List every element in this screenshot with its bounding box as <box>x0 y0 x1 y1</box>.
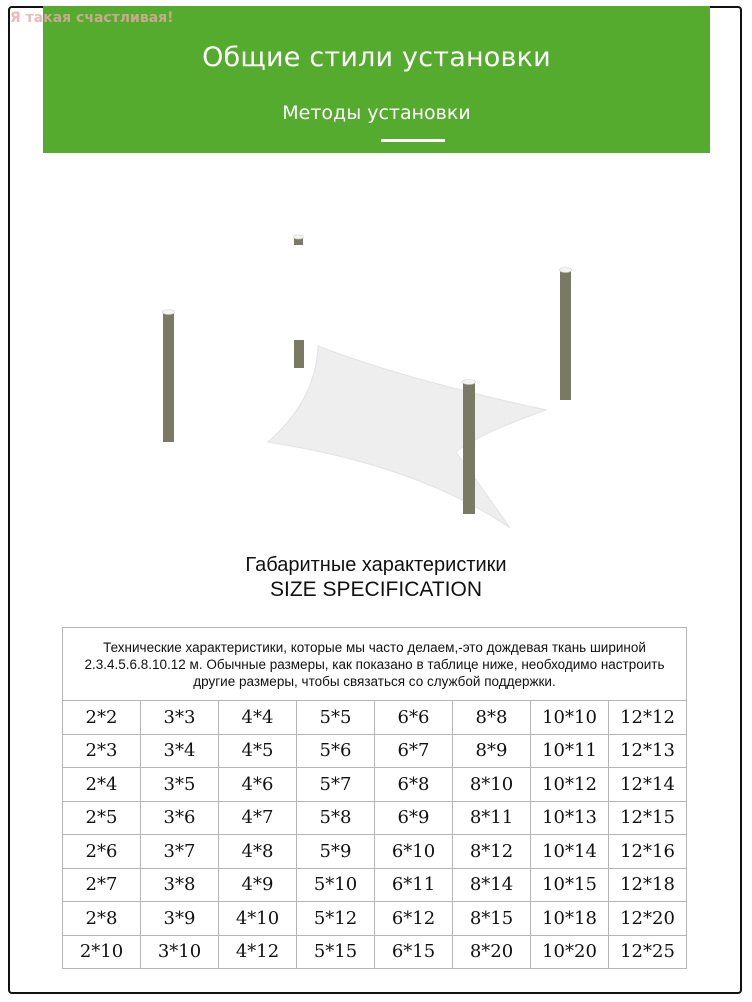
post-right-cap <box>560 268 572 273</box>
size-cell: 8*12 <box>453 835 531 869</box>
post-left <box>163 312 174 442</box>
size-cell: 6*12 <box>375 902 453 936</box>
size-cell: 12*20 <box>609 902 687 936</box>
size-table <box>62 627 687 969</box>
size-cell: 10*12 <box>531 768 609 802</box>
size-cell: 2*2 <box>63 701 141 735</box>
size-cell: 3*10 <box>141 935 219 969</box>
size-cell: 5*12 <box>297 902 375 936</box>
size-cell: 12*12 <box>609 701 687 735</box>
size-cell: 5*9 <box>297 835 375 869</box>
size-cell: 6*7 <box>375 734 453 768</box>
table-row <box>63 935 687 969</box>
size-cell: 8*15 <box>453 902 531 936</box>
post-right <box>560 270 571 400</box>
size-cell: 2*10 <box>63 935 141 969</box>
size-cell: 12*25 <box>609 935 687 969</box>
size-cell: 5*5 <box>297 701 375 735</box>
size-cell: 3*3 <box>141 701 219 735</box>
size-cell: 4*4 <box>219 701 297 735</box>
size-cell: 4*8 <box>219 835 297 869</box>
subtitle-underline <box>381 139 445 142</box>
table-row <box>63 734 687 768</box>
table-row <box>63 801 687 835</box>
size-cell: 4*9 <box>219 868 297 902</box>
size-cell: 6*8 <box>375 768 453 802</box>
size-cell: 10*15 <box>531 868 609 902</box>
size-cell: 2*5 <box>63 801 141 835</box>
size-cell: 3*8 <box>141 868 219 902</box>
size-cell: 6*15 <box>375 935 453 969</box>
shade-sail-illustration <box>0 220 752 550</box>
size-cell: 8*14 <box>453 868 531 902</box>
size-cell: 2*7 <box>63 868 141 902</box>
size-cell: 10*11 <box>531 734 609 768</box>
watermark-text: Я такая счастливая! <box>10 10 174 26</box>
size-cell: 4*12 <box>219 935 297 969</box>
post-left-cap <box>163 310 175 315</box>
size-cell: 3*7 <box>141 835 219 869</box>
size-cell: 2*8 <box>63 902 141 936</box>
page-title: Общие стили установки <box>202 42 551 73</box>
size-cell: 12*14 <box>609 768 687 802</box>
post-back <box>294 340 304 368</box>
size-cell: 3*4 <box>141 734 219 768</box>
post-front-cap <box>463 380 476 385</box>
size-cell: 8*20 <box>453 935 531 969</box>
table-row <box>63 768 687 802</box>
size-cell: 2*4 <box>63 768 141 802</box>
spec-heading <box>0 553 752 603</box>
size-cell: 12*15 <box>609 801 687 835</box>
shade-sail <box>268 346 546 528</box>
post-front <box>463 382 475 514</box>
size-cell: 10*13 <box>531 801 609 835</box>
size-cell: 5*15 <box>297 935 375 969</box>
spec-title-ru: Габаритные характеристики <box>245 554 507 576</box>
table-description-row <box>63 628 687 701</box>
size-cell: 6*9 <box>375 801 453 835</box>
table-row <box>63 701 687 735</box>
size-cell: 2*3 <box>63 734 141 768</box>
size-cell: 10*20 <box>531 935 609 969</box>
size-cell: 6*11 <box>375 868 453 902</box>
size-cell: 10*10 <box>531 701 609 735</box>
size-cell: 3*9 <box>141 902 219 936</box>
size-cell: 10*18 <box>531 902 609 936</box>
size-cell: 3*6 <box>141 801 219 835</box>
size-cell: 4*6 <box>219 768 297 802</box>
size-cell: 5*6 <box>297 734 375 768</box>
table-row <box>63 868 687 902</box>
size-cell: 4*5 <box>219 734 297 768</box>
size-cell: 4*7 <box>219 801 297 835</box>
size-cell: 5*7 <box>297 768 375 802</box>
table-row <box>63 902 687 936</box>
table-description: Технические характеристики, которые мы часто делаем,-это дождевая ткань шириной 2.3.4.5.6.8.10.12 м. Обычные размеры, как показано в таблице ниже, необходимо настроить другие размеры, чтобы связаться со службой поддержки. <box>63 628 687 701</box>
size-cell: 8*9 <box>453 734 531 768</box>
table-row <box>63 835 687 869</box>
size-cell: 12*13 <box>609 734 687 768</box>
size-cell: 10*14 <box>531 835 609 869</box>
size-cell: 6*6 <box>375 701 453 735</box>
size-cell: 8*10 <box>453 768 531 802</box>
size-cell: 8*8 <box>453 701 531 735</box>
size-cell: 2*6 <box>63 835 141 869</box>
size-cell: 8*11 <box>453 801 531 835</box>
size-cell: 12*16 <box>609 835 687 869</box>
size-cell: 3*5 <box>141 768 219 802</box>
size-cell: 4*10 <box>219 902 297 936</box>
header-banner <box>43 6 710 153</box>
size-cell: 5*10 <box>297 868 375 902</box>
size-cell: 12*18 <box>609 868 687 902</box>
page-subtitle: Методы установки <box>282 102 471 124</box>
size-cell: 6*10 <box>375 835 453 869</box>
size-cell: 5*8 <box>297 801 375 835</box>
spec-title-en: SIZE SPECIFICATION <box>270 578 482 601</box>
